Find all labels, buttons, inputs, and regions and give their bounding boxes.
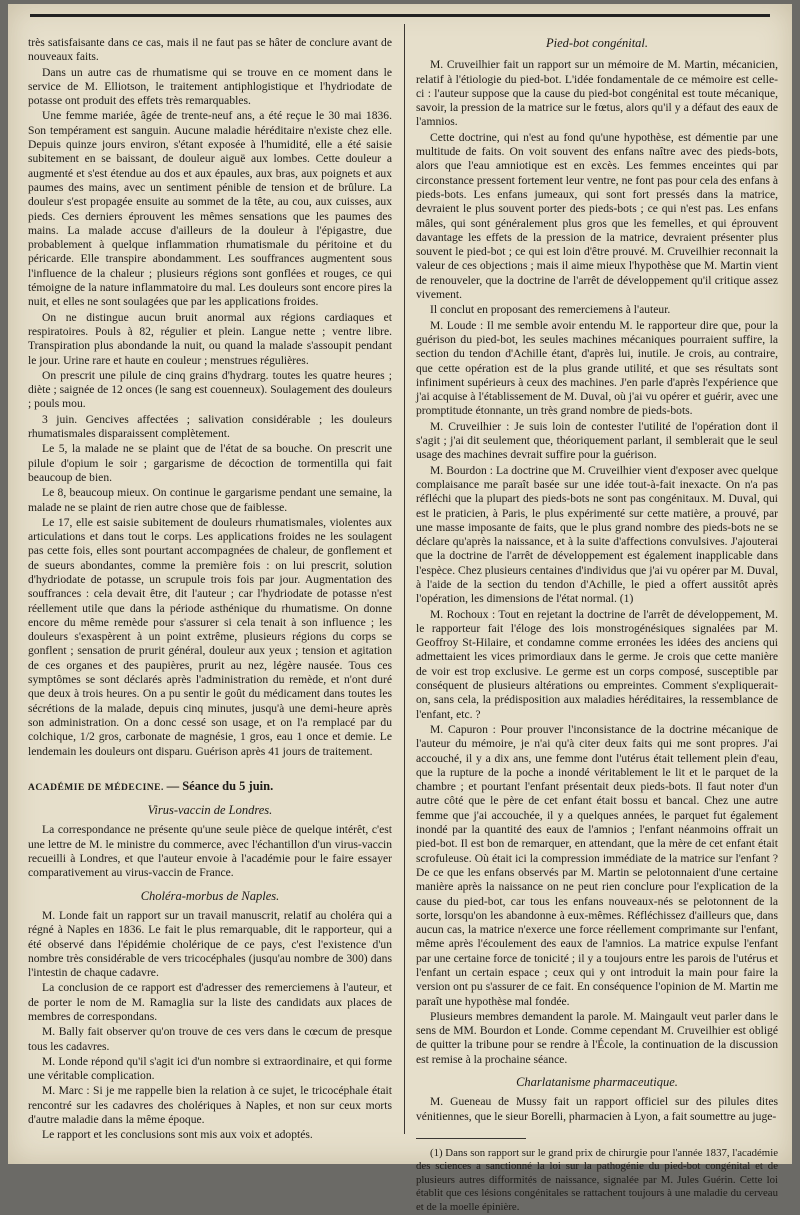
paragraph: Le 17, elle est saisie subitement de douleurs rhumatismales, violentes aux articulations et dans tout le corps. Les applications froides ne les soulagent pas cette fois, elles sont pourtant accompagnées de chaleur, de gonflement et de sueurs abondantes, comme la première fois : on lui prescrit, solution d'hydriodate de potasse, un scrupule trois fois par jour. Augmentation des souffrances : cela devait être, dit l'auteur ; car l'hydriodate de potasse n'est réellement utile que dans la période asthénique du rhumatisme. On donne encore du même remède pour s'assurer si cela tenait à son influence ; les douleurs s'exaspèrent à un point extrême, plusieurs régions du corps se gonflent ; sensation de prurit général, douleur aux yeux ; tension et agitation de ces organes et des paupières, prurit au nez, légère nausée. Tous ces symptômes se sont déclarés après l'administration du remède, et n'ont duré que deux à trois heures. On a pu sentir le goût du médicament dans toutes les sécrétions de la malade, depuis cinq minutes, jusqu'à une demi-heure après son administration. On a donc cessé son usage, et on l'a remplacé par du colchique, 1/2 gros, carbonate de magnésie, 1 gros, eau 1 once et demie. Le lendemain les douleurs ont disparu. Guérison après 41 jours de traitement. [28, 515, 392, 758]
paragraph: La correspondance ne présente qu'une seule pièce de quelque intérêt, c'est une lettre de M. le ministre du commerce, avec l'échantillon d'un virus-vaccin recueilli à Londres, et que l'auteur envoie à l'académie pour le faire essayer comparativement au virus-vaccin de France. [28, 823, 392, 880]
paragraph: Le rapport et les conclusions sont mis aux voix et adoptés. [42, 1128, 313, 1142]
paragraph: Dans un autre cas de rhumatisme qui se trouve en ce moment dans le service de M. Elliotson, le traitement antiphlogistique et l'hydriodate de potasse ont produit des effets très remarquables. [28, 65, 392, 108]
footnote: (1) Dans son rapport sur le grand prix de chirurgie pour l'année 1837, l'académie des sciences a sanctionné la loi sur la pathogénie du pied-bot congénital et de plusieurs autres difformités de naissance, signalée par M. Jules Guérin. Cette loi établit que ces lésions congénitales se rattachent toujours à une maladie du cerveau et de la moelle épinière. [416, 1146, 778, 1213]
top-rule [30, 14, 770, 17]
paragraph: Le 5, la malade ne se plaint que de l'état de sa bouche. On prescrit une pilule d'opium le soir ; gargarisme de décoction de tormentilla qui fait beaucoup de bien. [28, 442, 392, 484]
paragraph: Il conclut en proposant des remerciemens à l'auteur. [430, 303, 671, 317]
paragraph: M. Gueneau de Mussy fait un rapport officiel sur des pilules dites vénitiennes, que le sieur Borelli, pharmacien à Lyon, a fait soumettre au juge- [416, 1095, 778, 1123]
paragraph: Le 8, beaucoup mieux. On continue le gargarisme pendant une semaine, la malade ne se plaint de rien autre chose que de faiblesse. [28, 486, 392, 514]
paragraph: M. Bourdon : La doctrine que M. Cruveilhier vient d'exposer avec quelque complaisance me paraît basée sur une idée tout-à-fait inexacte. On n'a pas réfléchi que la plupart des pieds-bots ne sont pas congénitaux. M. Duval, qui est le praticien, à Paris, le plus expérimenté sur cette matière, a prouvé, par une masse imposante de faits, que le plus grand nombre des pieds-bots ne se déclare qu'après la naissance, et à la suite d'affections convulsives. J'ajouterai que la doctrine de l'arrêt de développement est également inapplicable dans l'espèce. Chez plusieurs centaines d'individus que j'ai vu opérer par M. Duval, à l'aide de la section du tendon d'Achille, le pied a offert aussitôt après l'opération, les dimensions de l'état normal. (1) [416, 463, 778, 606]
paragraph: On prescrit une pilule de cinq grains d'hydrarg. toutes les quatre heures ; diète ; saignée de 12 onces (le sang est couenneux). Soulagement des douleurs ; pouls mou. [28, 368, 392, 411]
paragraph: M. Rochoux : Tout en rejetant la doctrine de l'arrêt de développement, M. le rapporteur fait l'éloge des lois monstrogénésiques signalées par M. Geoffroy St-Hilaire, et condamne comme erronées les idées des anciens qui admettaient les vices primordiaux dans le germe. Je crois que cette manière de voir est trop exclusive. Le germe est un corps composé, susceptible par conséquent de plusieurs altérations ou empreintes. Comment s'expliquerait-on, sans cela, la prédisposition aux maladies héréditaires, la ressemblance de l'enfant, etc. ? [416, 607, 778, 721]
paragraph: M. Marc : Si je me rappelle bien la relation à ce sujet, le tricocéphale était rencontré sur les cadavres des cholériques à Naples, et non sur ceux morts d'autre maladie dans la même époque. [28, 1084, 392, 1127]
paragraph: Cette doctrine, qui n'est au fond qu'une hypothèse, est démentie par une multitude de faits. On voit souvent des enfans naître avec des pieds-bots, alors que l'eau amniotique est en excès. Les femmes enceintes qui par circonstance pressent fortement leur ventre, ne font pas pour cela des enfans à pieds-bots. Les enfans jumeaux, qui sont fort pressés dans la matrice, devraient le plus souvent porter des pieds-bots ; ce qui n'est pas. Les enfans mâles, qui sont généralement plus gros que les femelles, et qui éprouvent davantage les effets de la pression de la matrice, devraient présenter plus souvent le pied-bot ; ce qui est loin d'être prouvé. M. Cruveilhier reconnait la valeur de ces objections ; mais il aime mieux l'hypothèse que M. Martin vient de renouveler, que la doctrine de l'arrêt de développement qu'il critique assez vivement. [416, 130, 778, 302]
paragraph: M. Londe répond qu'il s'agit ici d'un nombre si extraordinaire, et qui forme une véritable complication. [28, 1054, 392, 1083]
right-column [416, 36, 778, 1215]
section-title: — Séance du 5 juin. [166, 778, 274, 793]
column-divider [404, 24, 405, 1134]
paragraph: 3 juin. Gencives affectées ; salivation considérable ; les douleurs rhumatismales disparaissent complètement. [28, 412, 392, 441]
paragraph: M. Capuron : Pour prouver l'inconsistance de la doctrine mécanique de l'auteur du mémoire, je n'ai qu'à citer deux faits qui me sont propres. J'ai accouché, il y a dix ans, une femme dont l'utérus était tellement plein d'eau, que la rupture de la poche a inondé véritablement le lit et le parquet de la chambre ; et pourtant l'enfant présentait deux pieds-bots. Il faut noter d'un autre côté que le père de cet enfant était bossu et bancal. Chez une autre femme que j'ai accouchée, il y a quelques années, le parquet fut également inondé par la quantité des eaux de l'amnios ; l'enfant néanmoins offrait un pied-bot. Il est bon de remarquer, en attendant, que la mère de cet enfant était scrofuleuse. Où était ici la compression immédiate de la matrice sur l'enfant ? De ce que les enfans observés par M. Martin se pelotonnaient d'une certaine manière après la naissance on ne peut rien conclure pour l'explication de la cause du pied-bot, car tous les enfans nouveaux-nés se pelotonnent de la sorte, lorsqu'on les abandonne à eux-mêmes. Réfléchissez d'ailleurs que, dans aucun cas, la matrice n'exerce une force réellement comprimante sur l'enfant, même après l'écoulement des eaux de l'amnios. La matrice expulse l'enfant par une certaine force de tonicité ; il y a toujours entre les parois de l'utérus et l'enfant un certain espace ; ceux qui y ont introduit la main pour faire la version ont pu s'assurer de ce fait. En conséquence l'opinion de M. Martin me paraît une hypothèse mal fondée. [416, 722, 778, 1008]
newspaper-page [8, 4, 792, 1213]
paragraph: très satisfaisante dans ce cas, mais il ne faut pas se hâter de conclure avant de nouveaux faits. [28, 36, 392, 64]
paragraph: M. Cruveilhier fait un rapport sur un mémoire de M. Martin, mécanicien, relatif à l'étiologie du pied-bot. L'idée fondamentale de ce mémoire est celle-ci : l'auteur suppose que la cause du pied-bot congénital est toute mécanique, savoir, la pression de la matrice sur le fœtus, alors qu'il y a défaut des eaux de l'amnios. [416, 58, 778, 129]
paragraph: M. Cruveilhier : Je suis loin de contester l'utilité de l'opération dont il s'agit ; j'ai dit seulement que, théoriquement parlant, il semblerait que le seul usage des machines devrait suffire pour la guérison. [416, 419, 778, 462]
section-source: ACADÉMIE DE MÉDECINE. [28, 782, 164, 793]
subheading: Charlatanisme pharmaceutique. [516, 1075, 678, 1090]
subheading: Choléra-morbus de Naples. [140, 888, 280, 903]
paragraph: M. Londe fait un rapport sur un travail manuscrit, relatif au choléra qui a régné à Naples en 1836. Le fait le plus remarquable, dit le rapporteur, qui a été observé dans l'épidémie cholérique de ce pays, c'est l'existence d'un nombre très considérable de vers tricocéphales (jusqu'au nombre de 300) dans l'intestin de chaque cadavre. [28, 908, 392, 980]
subheading: Virus-vaccin de Londres. [147, 803, 273, 818]
paragraph: M. Bally fait observer qu'on trouve de ces vers dans le cœcum de presque tous les cadavres. [28, 1025, 392, 1053]
paragraph: Une femme mariée, âgée de trente-neuf ans, a été reçue le 30 mai 1836. Son tempérament est sanguin. Aucune maladie héréditaire n'existe chez elle. Depuis quinze jours environ, s'étant exposée à l'humidité, elle a été saisie subitement en se baissant, de douleur aiguë aux lombes. Cette douleur a augmenté et s'est étendue au dos et aux épaules, aux bras, aux poignets et aux paumes des mains, avec un sentiment pénible de tension et de brûlure. La douleur s'est propagée ensuite au sommet de la tête, au cou, aux cuisses, aux pieds. Ces derniers éprouvent les mêmes sensations que les paumes des mains. La malade accuse d'ailleurs de la douleur à l'épigastre, due probablement à quelque inflammation rhumatismale du péritoine et du péricarde. Elle transpire abondamment. Les souffrances augmentent sous l'influence de la chaleur ; plusieurs régions sont gonflées et rouges, ce qui témoigne de la nature inflammatoire du mal. Les douleurs sont encore pires la nuit, et elles ne sont soulagées que par les applications froides. [28, 109, 392, 309]
paragraph: On ne distingue aucun bruit anormal aux régions cardiaques et respiratoires. Pouls à 82, régulier et plein. Langue nette ; ventre libre. Transpiration plus abondande la nuit, ou quand la malade s'assoupit pendant le jour. Urine rare et haute en couleur ; menstrues régulières. [28, 310, 392, 367]
paragraph: Plusieurs membres demandent la parole. M. Maingault veut parler dans le sens de MM. Bourdon et Londe. Comme cependant M. Cruveilhier est obligé de quitter la tribune pour se rendre à l'École, la continuation de la discussion est remise à la prochaine séance. [416, 1009, 778, 1066]
footnote-rule [416, 1138, 526, 1139]
paragraph: M. Loude : Il me semble avoir entendu M. le rapporteur dire que, pour la guérison du pied-bot, les seules machines mécaniques pourraient suffire, la section du tendon d'Achille étant, d'après lui, inutile. Je crois, au contraire, que cette opération est de la plus grande utilité, et que ses résultats sont infiniment supérieurs à ceux des machines. J'en parle d'après l'expérience que j'ai acquise à l'établissement de M. Duval, où j'ai vu opérer et guérir, avec une promptitude étonnante, un très grand nombre de pieds-bots. [416, 318, 778, 418]
paragraph: La conclusion de ce rapport est d'adresser des remerciemens à l'auteur, et de porter le nom de M. Ramaglia sur la liste des candidats aux places de membres de correspondans. [28, 981, 392, 1023]
section-heading [28, 779, 392, 795]
left-column [28, 36, 392, 1144]
subheading: Pied-bot congénital. [545, 36, 649, 50]
